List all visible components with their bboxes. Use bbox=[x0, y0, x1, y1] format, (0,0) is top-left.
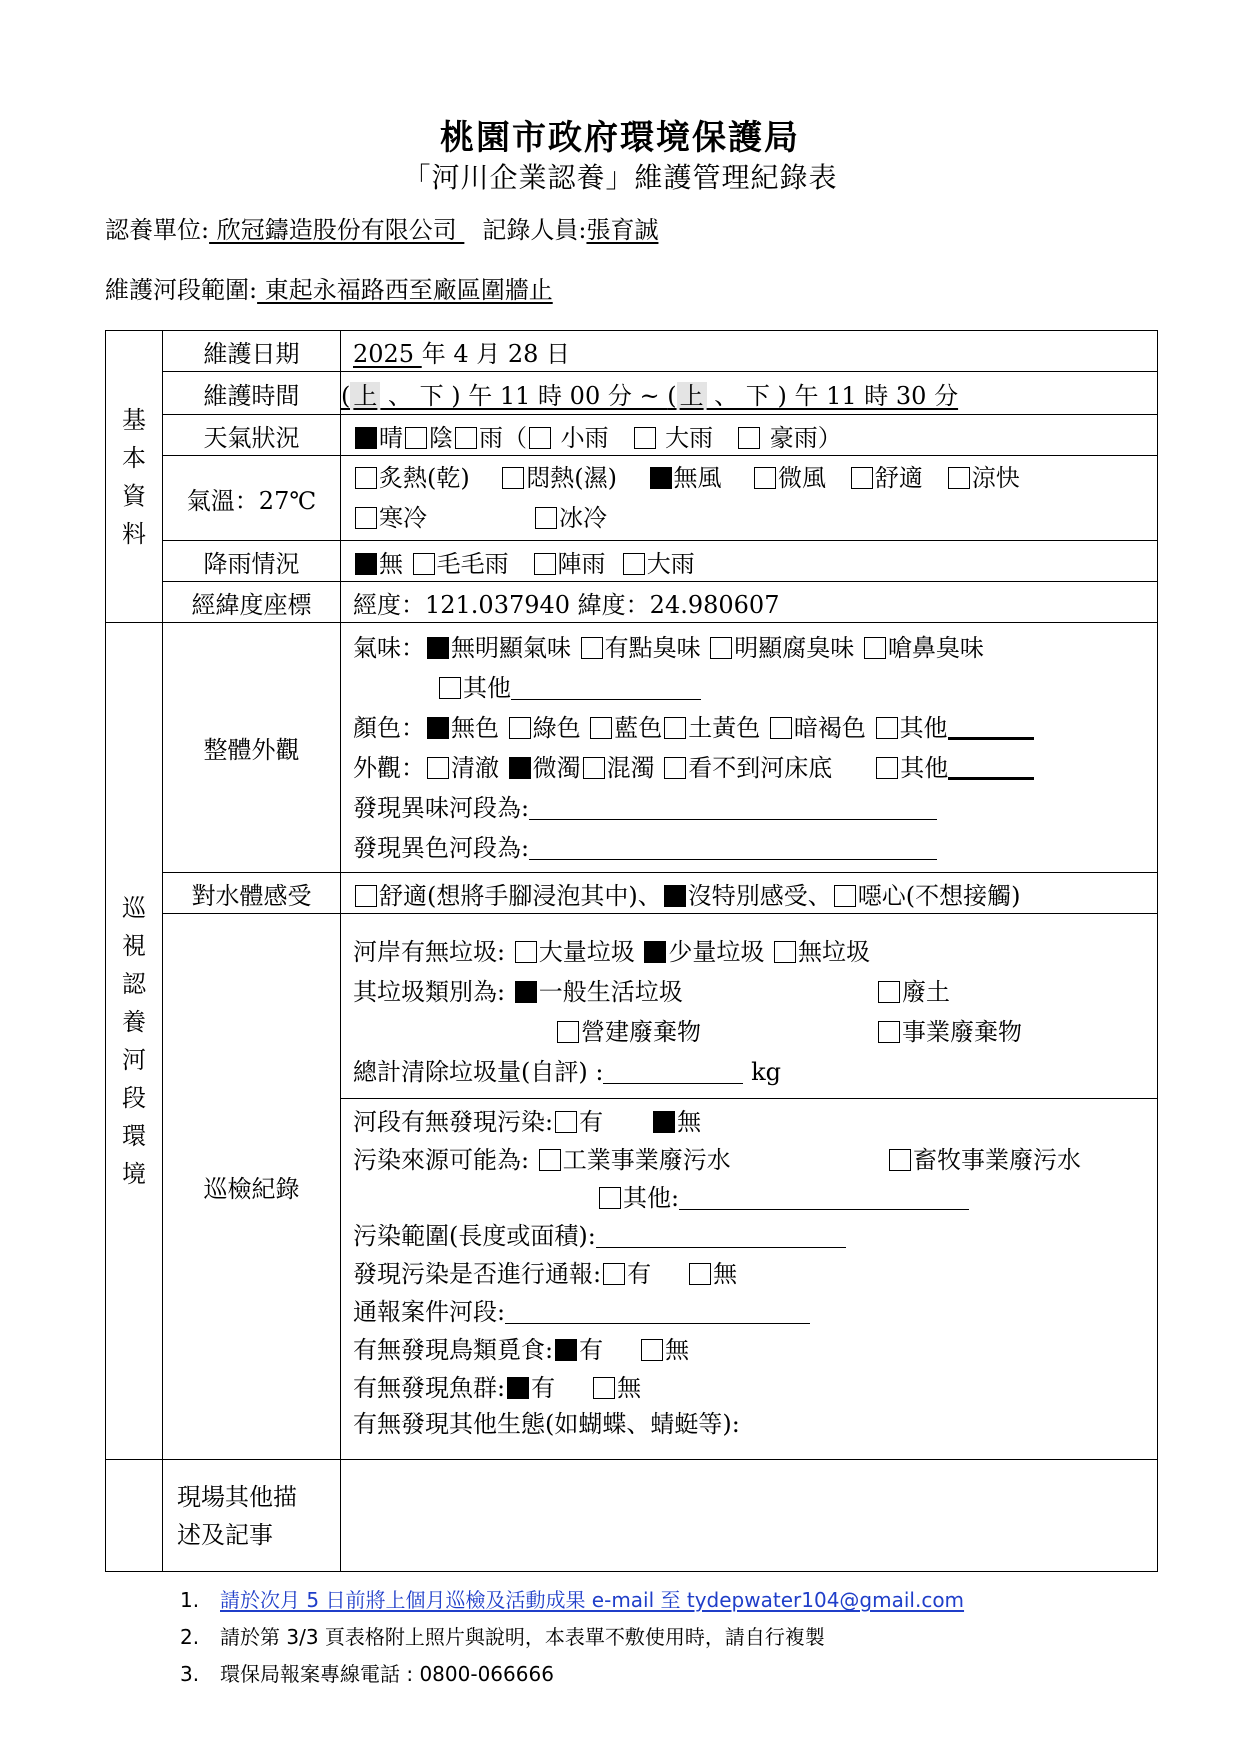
checkbox-pollution-yes[interactable] bbox=[555, 1111, 577, 1133]
checkbox-report-yes[interactable] bbox=[603, 1263, 625, 1285]
checkbox-color-blue[interactable] bbox=[590, 717, 612, 739]
checkbox-garbage-lots[interactable] bbox=[515, 941, 537, 963]
info-line-adopter bbox=[105, 210, 658, 245]
checkbox-shower[interactable] bbox=[534, 553, 556, 575]
checkbox-smell-slight[interactable] bbox=[581, 637, 603, 659]
checkbox-humid[interactable] bbox=[502, 467, 524, 489]
record-table bbox=[105, 330, 1158, 1572]
checkbox-smell-rotten[interactable] bbox=[710, 637, 732, 659]
patrol-label: 巡檢紀錄 bbox=[163, 914, 341, 1460]
smell-other-blank[interactable] bbox=[511, 676, 701, 700]
weather-options: 晴 陰 雨（ 小雨 大雨 豪雨） bbox=[341, 415, 1158, 456]
range-value: 東起永福路西至廠區圍牆止 bbox=[257, 276, 553, 304]
checkbox-heavy-rain[interactable] bbox=[634, 427, 656, 449]
garbage-block: 河岸有無垃圾: 大量垃圾 少量垃圾 無垃圾 其垃圾類別為: 一般生活垃圾 廢土 營建廢棄物 事業廢棄物 總計清除垃圾量(自評) : kg bbox=[341, 928, 1157, 1099]
checkbox-color-other[interactable] bbox=[876, 717, 898, 739]
look-other-blank[interactable] bbox=[948, 756, 1034, 780]
pollution-scope-blank[interactable] bbox=[596, 1224, 846, 1248]
checkbox-light-rain[interactable] bbox=[529, 427, 551, 449]
note-3: 3. 環保局報案專線電話 : 0800-066666 bbox=[180, 1662, 554, 1686]
adopter-value: 欣冠鑄造股份有限公司 bbox=[209, 216, 465, 244]
checkbox-source-other[interactable] bbox=[599, 1187, 621, 1209]
note-2: 2. 請於第 3/3 頁表格附上照片與說明，本表單不敷使用時，請自行複製 bbox=[180, 1625, 825, 1649]
odor-section-blank[interactable] bbox=[529, 796, 937, 820]
report-section-blank[interactable] bbox=[505, 1300, 810, 1324]
checkbox-look-clear[interactable] bbox=[427, 757, 449, 779]
checkbox-garbage-little[interactable] bbox=[644, 941, 666, 963]
checkbox-birds-no[interactable] bbox=[641, 1339, 663, 1361]
coord-value: 經度：121.037940 緯度：24.980607 bbox=[341, 582, 1158, 623]
checkbox-feeling-disgust[interactable] bbox=[834, 885, 856, 907]
checkbox-look-other[interactable] bbox=[876, 757, 898, 779]
checkbox-smell-none[interactable] bbox=[427, 637, 449, 659]
pollution-block: 河段有無發現污染: 有 無 污染來源可能為: 工業事業廢污水 畜牧事業廢污水 其他: 污染範圍(長度或面積): 發現污染是否進行通報: 有 無 通報案件河段: 有無發現鳥類覓食: 有 無 有無發現魚群: 有 無 有無發現其他生態(如蝴蝶、蜻蜓等): bbox=[353, 1108, 1081, 1438]
color-section-blank[interactable] bbox=[529, 836, 937, 860]
appearance-label: 整體外觀 bbox=[163, 623, 341, 873]
checkbox-color-yellow[interactable] bbox=[664, 717, 686, 739]
checkbox-breeze[interactable] bbox=[754, 467, 776, 489]
checkbox-heavy-rainfall[interactable] bbox=[623, 553, 645, 575]
other-label: 現場其他描述及記事 bbox=[163, 1460, 341, 1572]
checkbox-feeling-none[interactable] bbox=[664, 885, 686, 907]
time-label: 維護時間 bbox=[163, 372, 341, 415]
checkbox-rain-none[interactable] bbox=[355, 553, 377, 575]
section-blank bbox=[106, 1460, 163, 1572]
temp-label: 氣溫：27℃ bbox=[163, 456, 341, 541]
checkbox-cold[interactable] bbox=[355, 507, 377, 529]
rainfall-options: 無 毛毛雨 陣雨 大雨 bbox=[341, 541, 1158, 582]
checkbox-source-industrial[interactable] bbox=[539, 1149, 561, 1171]
checkbox-smell-pungent[interactable] bbox=[864, 637, 886, 659]
checkbox-hot-dry[interactable] bbox=[355, 467, 377, 489]
note-1: 1. 請於次月 5 日前將上個月巡檢及活動成果 e-mail 至 tydepwater104@gmail.com bbox=[180, 1588, 965, 1612]
feeling-label: 對水體感受 bbox=[163, 873, 341, 914]
range-label: 維護河段範圍: bbox=[105, 276, 258, 304]
checkbox-look-slight[interactable] bbox=[509, 757, 531, 779]
total-garbage-blank[interactable] bbox=[603, 1060, 743, 1084]
form-title: 桃園市政府環境保護局 bbox=[440, 118, 800, 158]
checkbox-type-household[interactable] bbox=[515, 981, 537, 1003]
checkbox-source-livestock[interactable] bbox=[889, 1149, 911, 1171]
checkbox-type-business[interactable] bbox=[878, 1021, 900, 1043]
feeling-options: 舒適(想將手腳浸泡其中)、 沒特別感受、 噁心(不想接觸) bbox=[341, 873, 1158, 914]
checkbox-birds-yes[interactable] bbox=[555, 1339, 577, 1361]
other-notes-area[interactable] bbox=[341, 1460, 1158, 1572]
checkbox-storm[interactable] bbox=[738, 427, 760, 449]
date-label: 維護日期 bbox=[163, 331, 341, 372]
checkbox-drizzle[interactable] bbox=[413, 553, 435, 575]
checkbox-no-wind[interactable] bbox=[650, 467, 672, 489]
source-other-blank[interactable] bbox=[679, 1186, 969, 1210]
notes-list bbox=[180, 1582, 964, 1693]
checkbox-type-construction[interactable] bbox=[557, 1021, 579, 1043]
checkbox-garbage-none[interactable] bbox=[774, 941, 796, 963]
patrol-cell bbox=[341, 914, 1158, 1460]
checkbox-sunny[interactable] bbox=[355, 427, 377, 449]
checkbox-rain[interactable] bbox=[455, 427, 477, 449]
color-other-blank[interactable] bbox=[948, 716, 1034, 740]
checkbox-icy[interactable] bbox=[535, 507, 557, 529]
temp-options: 炙熱(乾) 悶熱(濕) 無風 微風 舒適 涼快 寒冷 冰冷 bbox=[341, 456, 1158, 541]
checkbox-type-soil[interactable] bbox=[878, 981, 900, 1003]
checkbox-pollution-no[interactable] bbox=[653, 1111, 675, 1133]
checkbox-cloudy[interactable] bbox=[405, 427, 427, 449]
checkbox-smell-other[interactable] bbox=[439, 677, 461, 699]
rainfall-label: 降雨情況 bbox=[163, 541, 341, 582]
section-basic: 基本資料 bbox=[106, 331, 163, 623]
checkbox-feeling-comfort[interactable] bbox=[355, 885, 377, 907]
date-value: 2025 年 4 月 28 日 bbox=[341, 331, 1158, 372]
checkbox-report-no[interactable] bbox=[689, 1263, 711, 1285]
adopter-label: 認養單位: bbox=[105, 216, 210, 244]
checkbox-color-none[interactable] bbox=[427, 717, 449, 739]
weather-label: 天氣狀況 bbox=[163, 415, 341, 456]
time-value: ( 上 、 下 ) 午 11 時 00 分 ~ ( 上 、 下 ) 午 11 時 30 分 bbox=[341, 372, 1158, 415]
checkbox-fish-yes[interactable] bbox=[507, 1377, 529, 1399]
checkbox-look-turbid[interactable] bbox=[583, 757, 605, 779]
section-patrol: 巡視認養河段環境 bbox=[106, 623, 163, 1460]
checkbox-cool[interactable] bbox=[948, 467, 970, 489]
appearance-options: 氣味： 無明顯氣味 有點臭味 明顯腐臭味 嗆鼻臭味 其他 顏色： 無色 綠色 藍色 土黃色 暗褐色 其他 外觀： 清澈 微濁 混濁 看不到河床底 其他 發現異味河段為: 發現異色河段為: bbox=[341, 623, 1158, 873]
checkbox-comfort[interactable] bbox=[851, 467, 873, 489]
recorder-label: 記錄人員: bbox=[482, 216, 587, 244]
recorder-value: 張育誠 bbox=[586, 216, 659, 244]
checkbox-look-nobed[interactable] bbox=[664, 757, 686, 779]
form-subtitle: 「河川企業認養」維護管理紀錄表 bbox=[402, 161, 838, 194]
coord-label: 經緯度座標 bbox=[163, 582, 341, 623]
checkbox-color-green[interactable] bbox=[509, 717, 531, 739]
checkbox-color-brown[interactable] bbox=[770, 717, 792, 739]
checkbox-fish-no[interactable] bbox=[593, 1377, 615, 1399]
info-line-range bbox=[105, 270, 553, 305]
